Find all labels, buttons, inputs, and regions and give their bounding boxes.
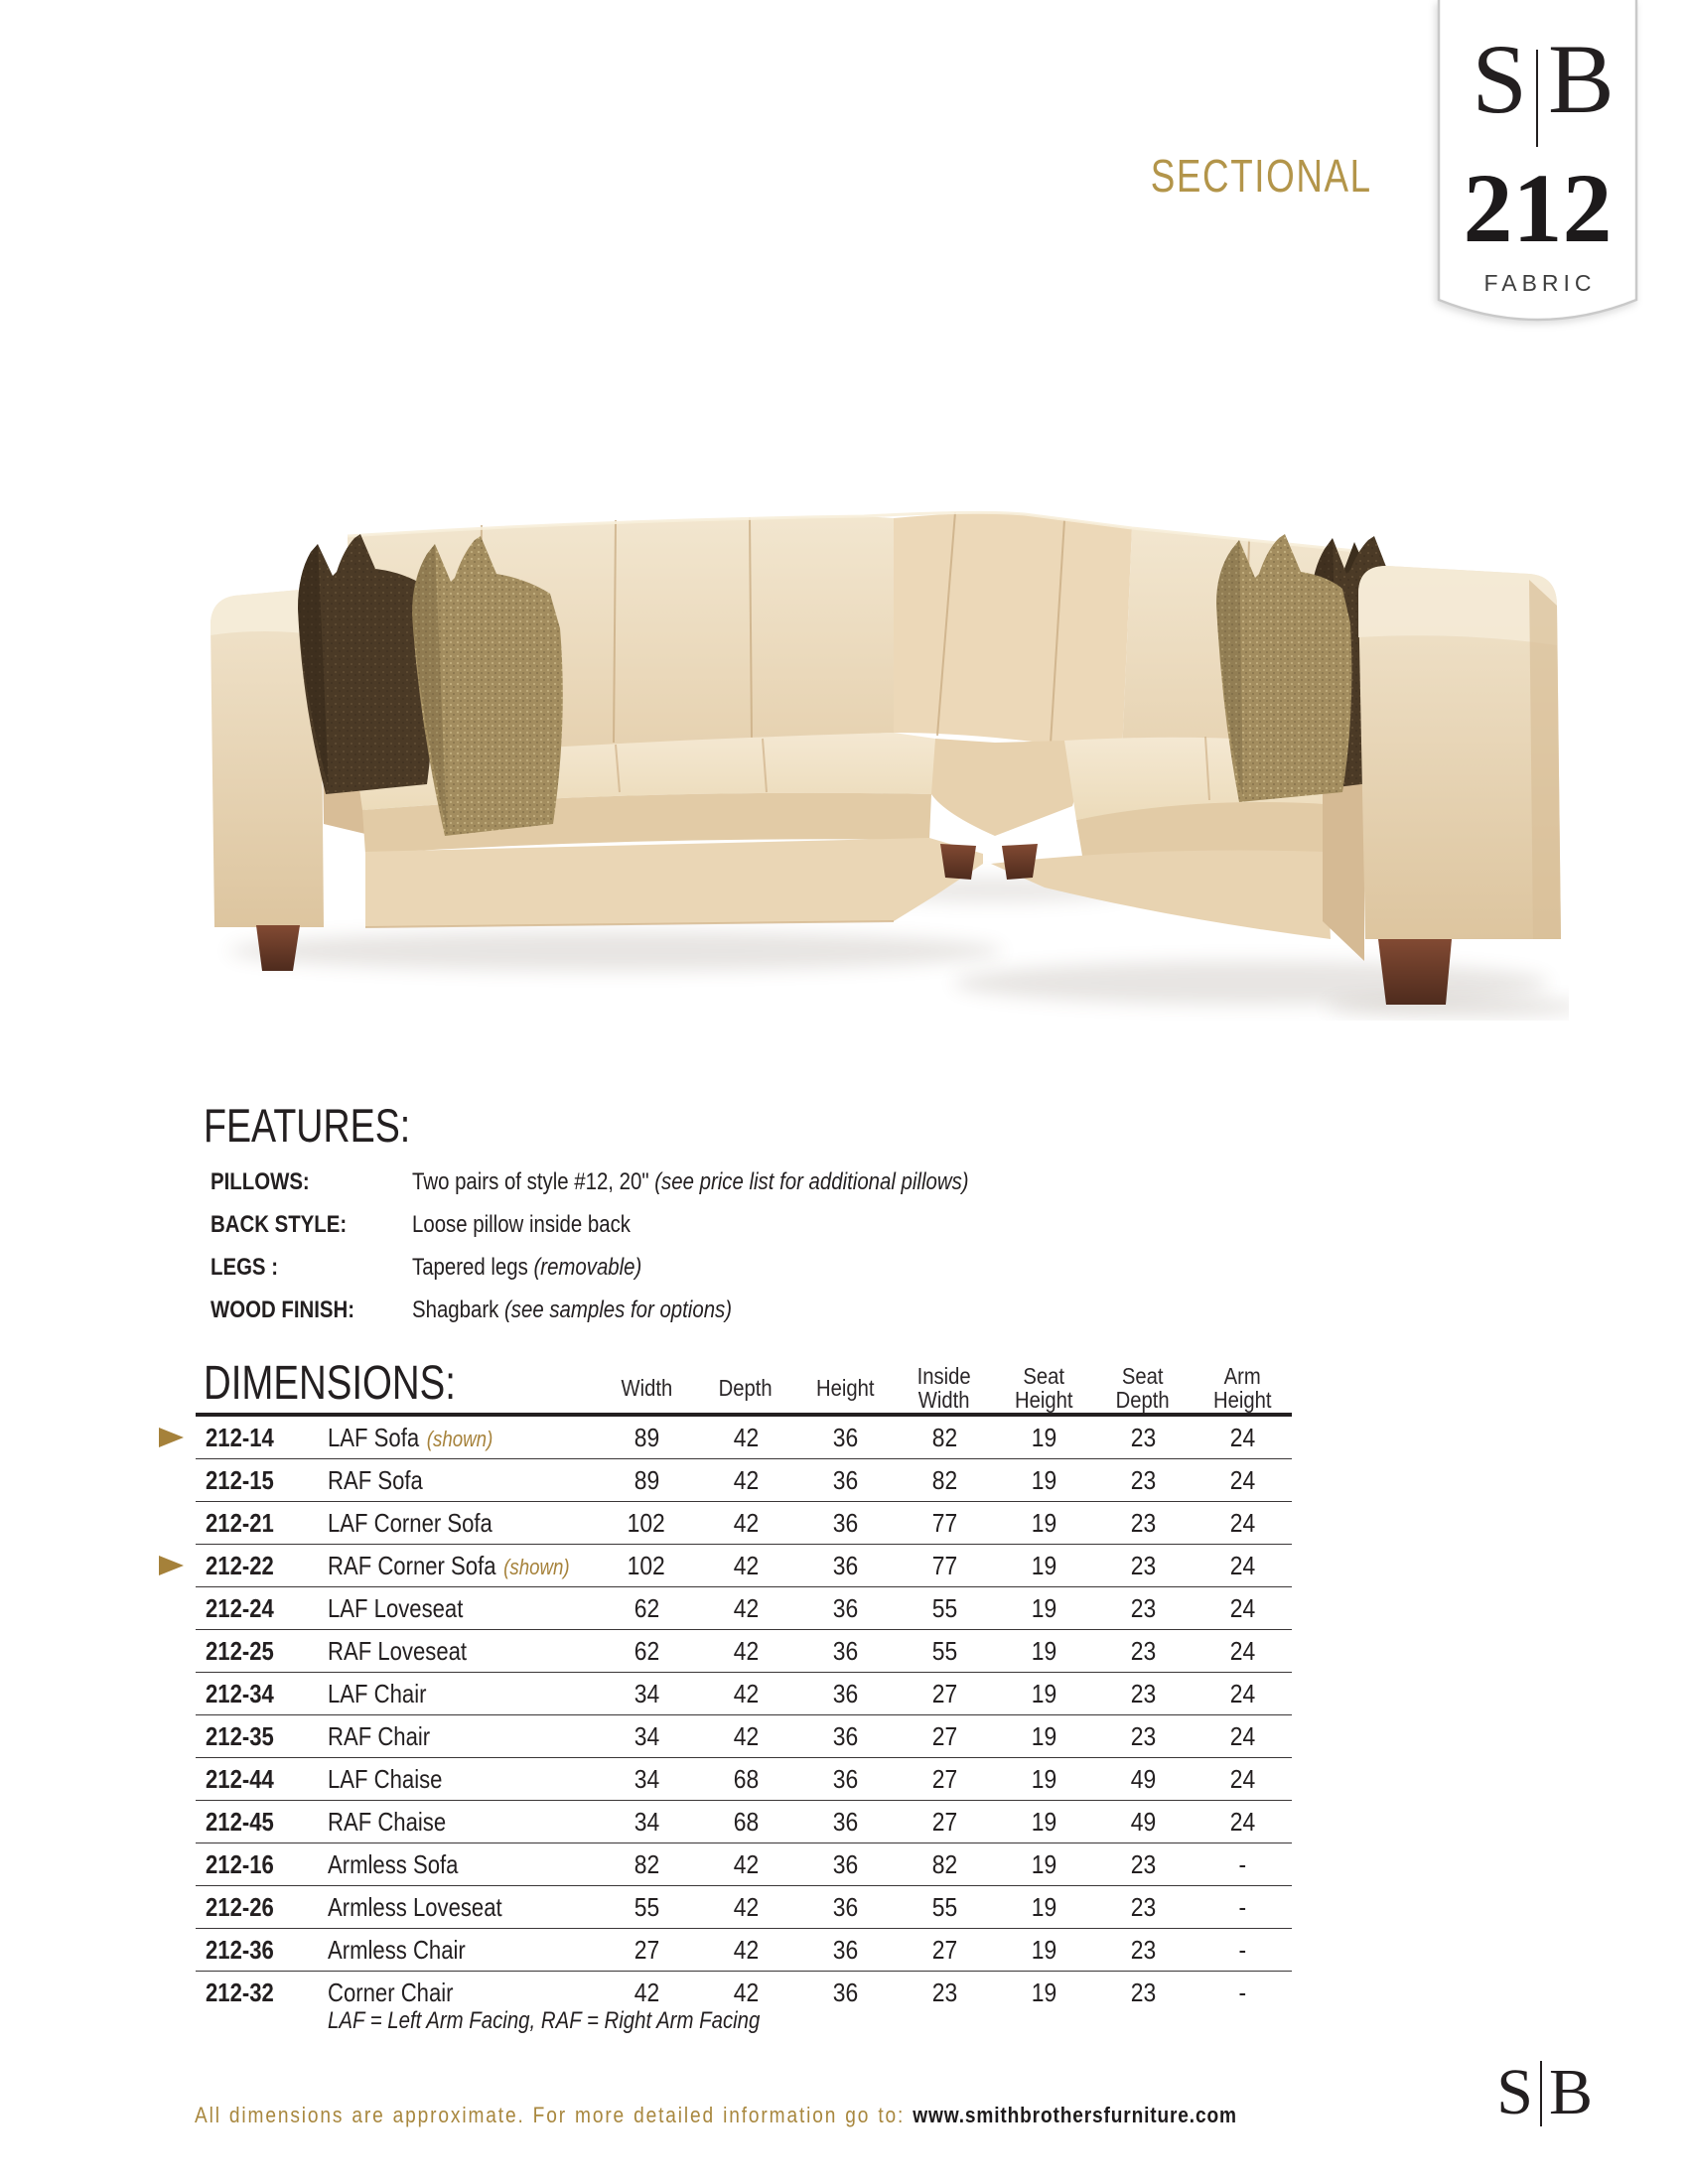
dimension-value: 42	[733, 1464, 759, 1495]
dimension-value: 42	[733, 1592, 759, 1623]
dimension-value: 34	[633, 1806, 659, 1837]
feature-value: Shagbark (see samples for options)	[412, 1297, 733, 1323]
dimension-value: 42	[733, 1550, 759, 1580]
dimension-value: 89	[633, 1422, 659, 1452]
dimensions-footnote: LAF = Left Arm Facing, RAF = Right Arm Facing	[328, 2007, 761, 2034]
model-number: 212-45	[206, 1806, 274, 1837]
dimension-value: 82	[931, 1848, 957, 1879]
model-number: 212-24	[206, 1592, 274, 1623]
dimension-value: 36	[832, 1977, 858, 2007]
feature-value: Loose pillow inside back	[412, 1211, 632, 1238]
dimension-value: 24	[1229, 1464, 1255, 1495]
dimension-value: 24	[1229, 1635, 1255, 1666]
feature-value: Tapered legs (removable)	[412, 1254, 642, 1281]
model-number: 212-25	[206, 1635, 274, 1666]
model-number: 212-36	[206, 1934, 274, 1965]
dimension-value: 27	[931, 1720, 957, 1751]
dimension-value: 42	[733, 1934, 759, 1965]
dimension-value: 36	[832, 1507, 858, 1538]
category-label-text: SECTIONAL	[1151, 150, 1372, 202]
dimension-value: 19	[1031, 1635, 1056, 1666]
dimension-column-header: Inside Width	[916, 1362, 972, 1413]
dimension-row-212-44	[196, 1758, 1292, 1801]
badge-logo-divider	[1536, 50, 1538, 147]
feature-label: LEGS :	[211, 1254, 279, 1281]
dimension-value: -	[1238, 1977, 1246, 2007]
feature-value: Two pairs of style #12, 20" (see price list for additional pillows)	[412, 1168, 969, 1195]
dimension-value: 23	[1130, 1977, 1156, 2007]
dimension-value: 42	[733, 1507, 759, 1538]
footer-note-text: All dimensions are approximate. For more detailed information go to:	[195, 2103, 914, 2127]
dimension-value: -	[1238, 1848, 1246, 1879]
dimension-value: 42	[633, 1977, 659, 2007]
dimension-row-212-45	[196, 1801, 1292, 1843]
dimension-value: 23	[1130, 1635, 1156, 1666]
model-number: 212-14	[206, 1422, 274, 1452]
brand-badge	[1437, 0, 1641, 347]
dimension-row-212-35	[196, 1715, 1292, 1758]
dimension-value: 27	[931, 1763, 957, 1794]
dimension-row-212-24	[196, 1587, 1292, 1630]
dimension-value: 62	[633, 1592, 659, 1623]
dimension-value: 77	[931, 1550, 957, 1580]
dimension-value: 36	[832, 1763, 858, 1794]
dimension-value: 24	[1229, 1592, 1255, 1623]
model-number: 212-35	[206, 1720, 274, 1751]
dimension-value: 36	[832, 1635, 858, 1666]
dimension-row-212-21	[196, 1502, 1292, 1545]
badge-cover-type: FABRIC	[1483, 270, 1597, 296]
dimension-value: -	[1238, 1934, 1246, 1965]
features-heading: FEATURES:	[204, 1099, 411, 1152]
dimension-column-header: Width	[621, 1374, 672, 1401]
dimension-value: 49	[1130, 1806, 1156, 1837]
dimension-value: 27	[931, 1806, 957, 1837]
dimension-value: 24	[1229, 1806, 1255, 1837]
dimension-value: 19	[1031, 1592, 1056, 1623]
dimension-value: 19	[1031, 1763, 1056, 1794]
dimension-value: 42	[733, 1848, 759, 1879]
dimension-value: 19	[1031, 1720, 1056, 1751]
dimension-value: 55	[633, 1891, 659, 1922]
dimension-value: 34	[633, 1720, 659, 1751]
dimensions-header-row	[196, 1357, 1292, 1417]
dimension-value: 23	[1130, 1464, 1156, 1495]
dimension-value: 19	[1031, 1977, 1056, 2007]
dimension-value: 36	[832, 1891, 858, 1922]
piece-name: LAF Corner Sofa	[328, 1507, 492, 1538]
piece-name: RAF Loveseat	[328, 1635, 468, 1666]
model-number: 212-34	[206, 1678, 274, 1708]
dimension-value: 19	[1031, 1678, 1056, 1708]
dimension-value: 102	[627, 1550, 666, 1580]
dimension-value: 23	[1130, 1422, 1156, 1452]
dimension-value: 36	[832, 1550, 858, 1580]
dimension-value: 34	[633, 1678, 659, 1708]
category-label	[1025, 149, 1372, 203]
dimensions-heading: DIMENSIONS:	[204, 1357, 456, 1410]
dimension-value: 19	[1031, 1507, 1056, 1538]
dimension-value: 23	[1130, 1720, 1156, 1751]
dimension-row-212-25	[196, 1630, 1292, 1673]
dimension-value: 24	[1229, 1763, 1255, 1794]
footer-note	[195, 2101, 1421, 2130]
dimension-value: 42	[733, 1891, 759, 1922]
dimension-value: 36	[832, 1422, 858, 1452]
dimension-value: 24	[1229, 1422, 1255, 1452]
dimension-value: 23	[1130, 1550, 1156, 1580]
piece-name: RAF Chair	[328, 1720, 431, 1751]
shown-arrow-icon	[159, 1556, 184, 1575]
dimension-value: 102	[627, 1507, 666, 1538]
model-number: 212-44	[206, 1763, 274, 1794]
dimension-column-header: Seat Height	[1014, 1362, 1073, 1413]
dimension-column-header: Arm Height	[1212, 1362, 1272, 1413]
dimension-column-header: Seat Depth	[1115, 1362, 1171, 1413]
dimension-value: 24	[1229, 1720, 1255, 1751]
dimension-value: 36	[832, 1806, 858, 1837]
shown-note: (shown)	[426, 1426, 493, 1451]
dimension-value: 19	[1031, 1891, 1056, 1922]
model-number: 212-32	[206, 1977, 274, 2007]
piece-name: Armless Loveseat	[328, 1891, 502, 1922]
dimension-value: 23	[931, 1977, 957, 2007]
piece-name: LAF Chair	[328, 1678, 427, 1708]
dimension-value: 55	[931, 1891, 957, 1922]
dimension-value: 82	[931, 1464, 957, 1495]
feature-label: WOOD FINISH:	[211, 1297, 355, 1323]
dimension-value: 36	[832, 1592, 858, 1623]
feature-label: PILLOWS:	[211, 1168, 310, 1195]
dimension-value: 24	[1229, 1507, 1255, 1538]
feature-note: (removable)	[533, 1254, 642, 1281]
dimension-row-212-15	[196, 1459, 1292, 1502]
dimension-value: 68	[733, 1806, 759, 1837]
dimension-value: 55	[931, 1592, 957, 1623]
model-number: 212-26	[206, 1891, 274, 1922]
footer-website-link[interactable]: www.smithbrothersfurniture.com	[913, 2103, 1237, 2127]
dimension-value: 23	[1130, 1934, 1156, 1965]
feature-note: (see price list for additional pillows)	[654, 1168, 969, 1195]
dimension-value: 55	[931, 1635, 957, 1666]
shown-arrow-icon	[159, 1428, 184, 1447]
dimension-value: 23	[1130, 1592, 1156, 1623]
dimension-row-212-22	[196, 1545, 1292, 1587]
dimension-value: 36	[832, 1934, 858, 1965]
dimension-value: 82	[633, 1848, 659, 1879]
dimension-value: 36	[832, 1464, 858, 1495]
dimension-row-212-16	[196, 1843, 1292, 1886]
dimension-value: 42	[733, 1720, 759, 1751]
shown-note: (shown)	[503, 1554, 570, 1579]
dimension-value: 19	[1031, 1934, 1056, 1965]
dimension-value: 23	[1130, 1848, 1156, 1879]
dimension-value: 62	[633, 1635, 659, 1666]
model-number: 212-21	[206, 1507, 274, 1538]
dimension-value: 24	[1229, 1678, 1255, 1708]
product-photo-sectional-sofa	[199, 494, 1569, 1021]
dimension-value: 42	[733, 1635, 759, 1666]
footer-logo	[1462, 2057, 1620, 2128]
dimension-value: 27	[633, 1934, 659, 1965]
footer-logo-b: B	[1549, 2056, 1594, 2128]
dimension-value: 27	[931, 1934, 957, 1965]
dimension-value: 19	[1031, 1550, 1056, 1580]
badge-model-number: 212	[1463, 153, 1613, 263]
dimension-value: 27	[931, 1678, 957, 1708]
dimension-value: 23	[1130, 1678, 1156, 1708]
model-number: 212-15	[206, 1464, 274, 1495]
dimension-row-212-36	[196, 1929, 1292, 1972]
dimension-value: 23	[1130, 1891, 1156, 1922]
dimension-value: 68	[733, 1763, 759, 1794]
dimension-value: -	[1238, 1891, 1246, 1922]
piece-name: RAF Chaise	[328, 1806, 447, 1837]
model-number: 212-22	[206, 1550, 274, 1580]
dimension-value: 42	[733, 1977, 759, 2007]
dimension-value: 19	[1031, 1464, 1056, 1495]
footer-logo-s: S	[1496, 2056, 1533, 2128]
badge-logo-s: S	[1472, 24, 1527, 134]
badge-logo-b: B	[1548, 24, 1615, 134]
piece-name: LAF Sofa (shown)	[328, 1422, 493, 1452]
sectional-sofa-illustration	[199, 494, 1569, 1021]
dimension-value: 19	[1031, 1422, 1056, 1452]
footer-logo-divider	[1540, 2061, 1542, 2126]
piece-name: LAF Chaise	[328, 1763, 443, 1794]
piece-name: RAF Corner Sofa (shown)	[328, 1550, 570, 1580]
dimension-value: 42	[733, 1422, 759, 1452]
dimension-row-212-26	[196, 1886, 1292, 1929]
dimensions-table	[196, 1357, 1292, 2013]
dimension-value: 36	[832, 1848, 858, 1879]
dimension-value: 34	[633, 1763, 659, 1794]
dimension-row-212-14	[196, 1417, 1292, 1459]
piece-name: Corner Chair	[328, 1977, 454, 2007]
dimension-value: 49	[1130, 1763, 1156, 1794]
dimension-value: 23	[1130, 1507, 1156, 1538]
piece-name: Armless Sofa	[328, 1848, 459, 1879]
piece-name: LAF Loveseat	[328, 1592, 464, 1623]
piece-name: Armless Chair	[328, 1934, 466, 1965]
feature-note: (see samples for options)	[503, 1297, 733, 1323]
model-number: 212-16	[206, 1848, 274, 1879]
dimension-value: 24	[1229, 1550, 1255, 1580]
dimension-value: 36	[832, 1678, 858, 1708]
dimension-value: 36	[832, 1720, 858, 1751]
dimension-value: 77	[931, 1507, 957, 1538]
dimension-column-header: Height	[815, 1374, 875, 1401]
dimension-value: 82	[931, 1422, 957, 1452]
feature-label: BACK STYLE:	[211, 1211, 348, 1238]
piece-name: RAF Sofa	[328, 1464, 423, 1495]
dimension-value: 19	[1031, 1806, 1056, 1837]
dimension-column-header: Depth	[718, 1374, 774, 1401]
dimension-row-212-34	[196, 1673, 1292, 1715]
dimension-value: 42	[733, 1678, 759, 1708]
dimension-value: 89	[633, 1464, 659, 1495]
dimension-value: 19	[1031, 1848, 1056, 1879]
